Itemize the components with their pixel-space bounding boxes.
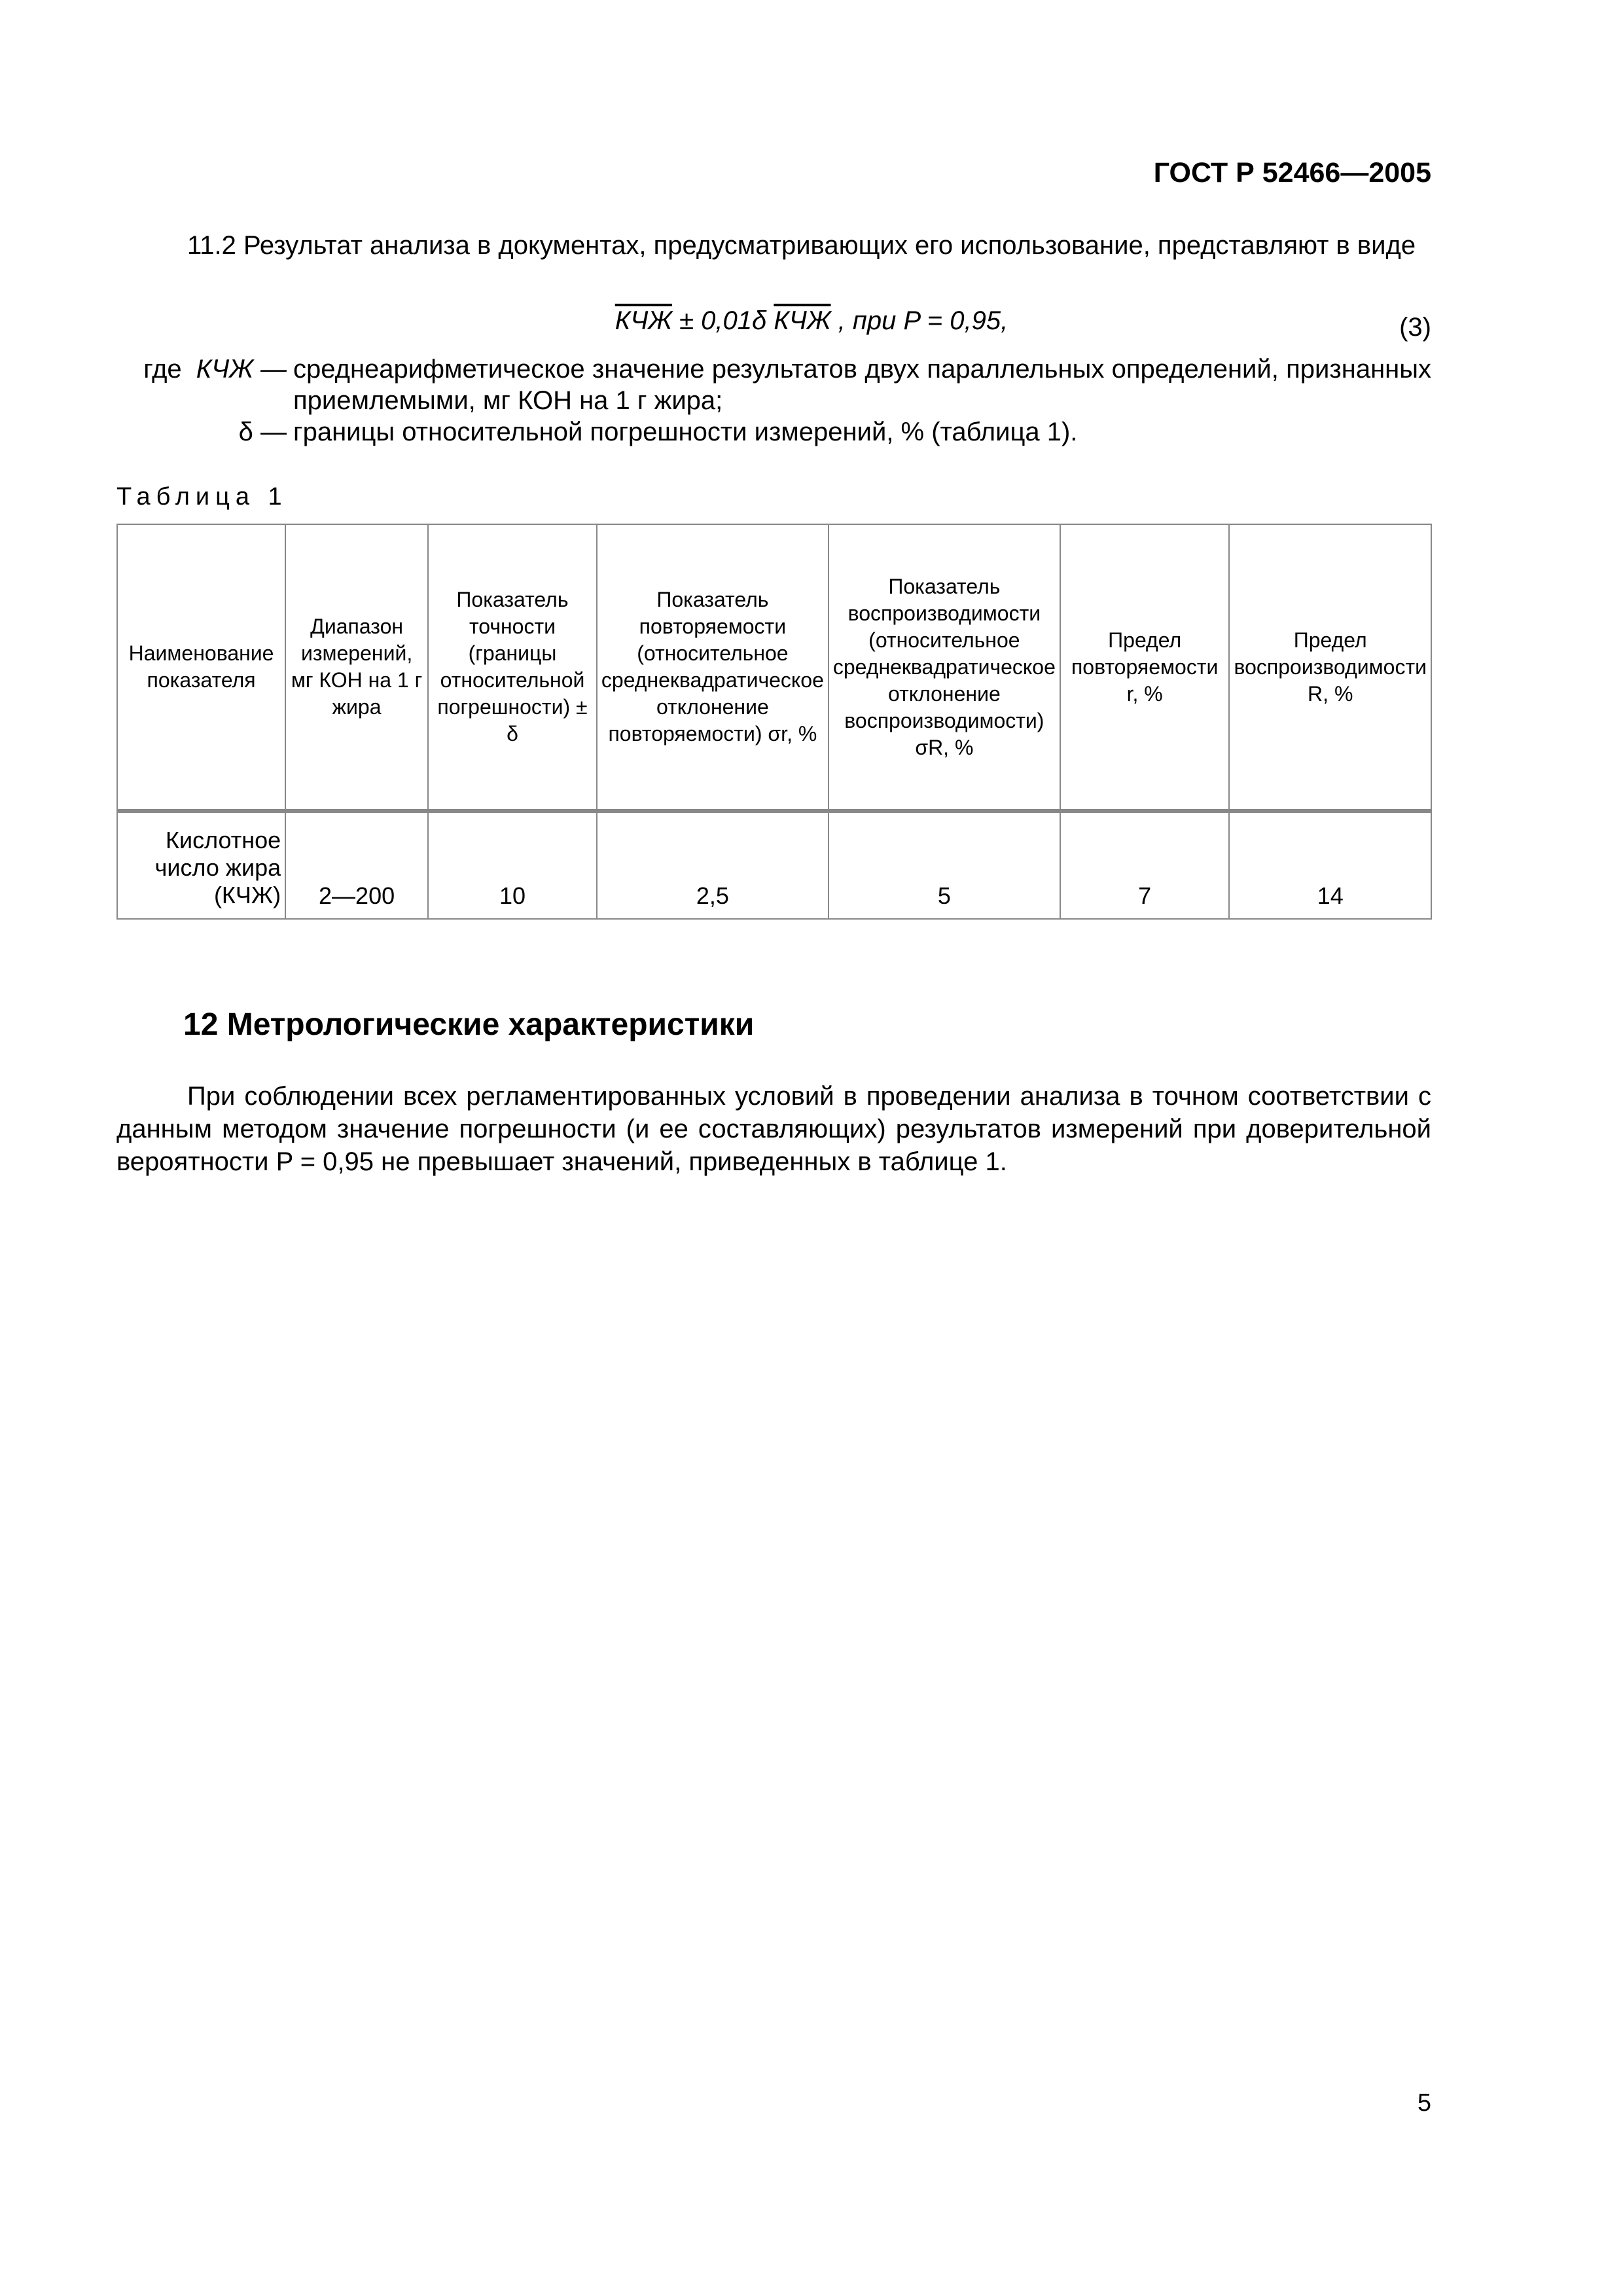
definition-text: границы относительной погрешности измерений, % (таблица 1).	[293, 418, 1078, 446]
table-header-cell: Показатель точности (границы относительной погрешности) ± δ	[428, 524, 597, 811]
section-11-2-text: 11.2 Результат анализа в документах, предусматривающих его использование, представляют в виде	[187, 231, 1416, 260]
table-cell: 5	[829, 811, 1060, 919]
section-12-paragraph	[116, 1080, 1431, 1178]
table-header-cell: Наименование показателя	[117, 524, 285, 811]
table-cell: 10	[428, 811, 597, 919]
page-number: 5	[1417, 2089, 1431, 2117]
table-cell: 14	[1229, 811, 1431, 919]
formula-3	[0, 306, 1623, 336]
table-cell: 2,5	[597, 811, 829, 919]
definition-row	[116, 353, 1431, 416]
definition-text: среднеарифметическое значение результатов двух параллельных определений, признанных приемлемыми, мг КОН на 1 г жира;	[293, 355, 1431, 415]
definition-term-text: КЧЖ —	[196, 355, 287, 384]
equation-number: (3)	[1399, 313, 1431, 342]
definitions-list	[116, 353, 1431, 448]
table-header-cell: Предел воспроизводимости R, %	[1229, 524, 1431, 811]
table-caption: Таблица 1	[116, 483, 288, 511]
section-11-2-paragraph	[116, 229, 1431, 262]
formula-middle: ± 0,01δ	[671, 306, 774, 335]
table-cell: 7	[1060, 811, 1230, 919]
where-label: где	[143, 355, 182, 384]
table-cell: Кислотное число жира (КЧЖ)	[117, 811, 285, 919]
table-header-cell: Диапазон измерений, мг КОН на 1 г жира	[285, 524, 428, 811]
table-header-cell: Показатель повторяемости (относительное среднеквадратическое отклонение повторяемости) σr, %	[597, 524, 829, 811]
formula-term-mean: КЧЖ	[615, 306, 672, 335]
table-header-cell: Показатель воспроизводимости (относительное среднеквадратическое отклонение воспроизводимости) σR, %	[829, 524, 1060, 811]
table-header-row	[117, 524, 1431, 811]
formula-tail: , при P = 0,95,	[830, 306, 1008, 335]
definition-term: δ —	[238, 418, 287, 446]
definition-term	[116, 353, 293, 416]
table-cell: 2—200	[285, 811, 428, 919]
table-row	[117, 811, 1431, 919]
table-1	[116, 524, 1432, 920]
table-header-cell: Предел повторяемости r, %	[1060, 524, 1230, 811]
definition-row	[116, 416, 1431, 448]
formula-term-mean-2: КЧЖ	[774, 306, 831, 335]
document-code-header: ГОСТ Р 52466—2005	[1153, 157, 1431, 188]
section-12-title: 12 Метрологические характеристики	[183, 1007, 755, 1042]
section-12-text: При соблюдении всех регламентированных условий в проведении анализа в точном соответствии с данным методом значение погрешности (и ее составляющих) результатов измерений при доверительной вероятности P = 0,95 не превышает значений, приведенных в таблице 1.	[116, 1082, 1431, 1176]
